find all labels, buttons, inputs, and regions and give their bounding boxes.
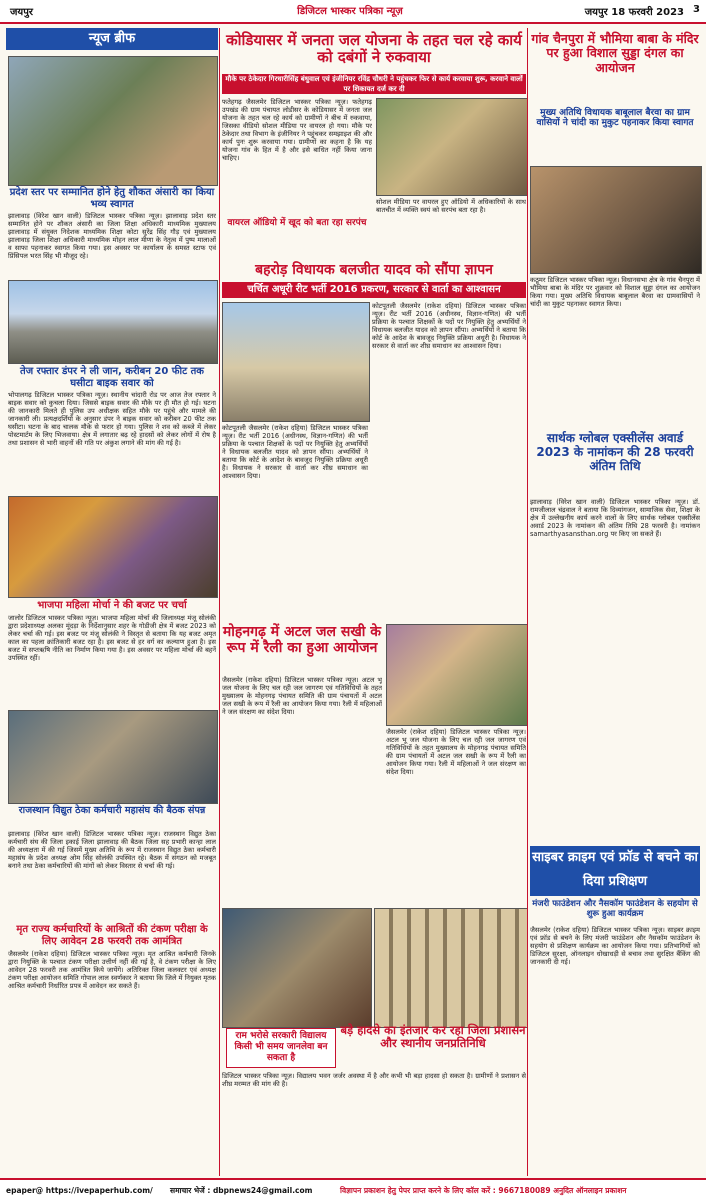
mid-lead-body: फतेहगढ़ जैसलमेर डिजिटल भास्कर पत्रिका न्यूज़। फतेहगढ़ उपखंड की ग्राम पंचायत लोडीसर के कोडियासर में जनता जल योजना के तहत चल रहे कार्य को ग्रामीणों ने बीच में रुकवाया, जिसका वीडियो सोशल मीडिया पर वायरल हो गया। मौके पर ठेकेदार तथा विभाग के इंजीनियर ने पहुंचकर समझाइश की और कार्य पुनः शुरू करवाया गया। ग्रामीणों का कहना है कि यह योजना गांव के हित में है और इसे बाधित नहीं किया जाना चाहिए। (222, 98, 372, 163)
accident-photo (8, 280, 218, 364)
left-s4-headline: राजस्थान विद्युत ठेका कर्मचारी महासंघ की बैठक संपन्न (18, 805, 206, 816)
mid-lead-viral-subhead: वायरल ऑडियो में खूद को बता रहा सरपंच (227, 218, 367, 228)
footer-ads-contact: विज्ञापन प्रकाशन हेतु पेपर प्राप्त करने के लिए कॉल करें : 9667180089 अनुदित ऑनलाइन प्रकाशन (340, 1186, 627, 1195)
memorandum-photo (222, 302, 370, 422)
header-city: जयपुर (10, 7, 33, 18)
mid-s2-body-cont: कोटपूतली जैसलमेर (राकेश दहिया) डिजिटल भास्कर पत्रिका न्यूज़। रीट भर्ती 2016 (अधीनस्थ, विज्ञान-गणित) की भर्ती प्रक्रिया के पश्चात शिक्षकों के पदों पर नियुक्ति हेतु अभ्यर्थियों ने विधायक बलजीत यादव को ज्ञापन सौंपा। अभ्यर्थियों ने बताया कि कोर्ट के आदेश के बावजूद नियुक्ति प्रक्रिया अधूरी है। विधायक ने सरकार से वार्ता कर शीघ्र समाधान का आश्वासन दिया। (222, 424, 368, 481)
left-s4-body: झालावाड़ (विरेश खान वाली) डिजिटल भास्कर पत्रिका न्यूज़। राजस्थान विद्युत ठेका कर्मचारी संघ की जिला इकाई जिला झालावाड़ की बैठक जिला सह प्रभारी कान्हा लाल की अध्यक्षता में की गई जिसमें मुख्य अतिथि के रूप में राजस्थान विद्युत ठेका कर्मचारी महासंघ के प्रदेश अध्यक्ष ओम सिंह सोलंकी उपस्थित रहे। बैठक में संगठन को मजबूत बनाने तथा ठेका कर्मचारियों की मांगों को लेकर विस्तार से चर्चा की गई। (8, 830, 216, 871)
right-s3-headline: साइबर क्राइम एवं फ्रॉड से बचने का दिया प्रशिक्षण (530, 846, 700, 896)
school-photo-caption: राम भरोसे सरकारी विद्यालय किसी भी समय जानलेवा बन सकता है (226, 1028, 336, 1068)
left-s5-body: जैसलमेर (राकेश दहिया) डिजिटल भास्कर पत्रिका न्यूज़। मृत आश्रित कर्मचारी जिनके द्वारा नियुक्ति के पश्चात टंकण परीक्षा उत्तीर्ण नहीं की गई है, वे टंकण परीक्षा के लिए आवेदन 28 फरवरी तक आमंत्रित किये जायेंगे। अतिरिक्त जिला कलक्टर एवं अध्यक्ष टंकण परीक्षा आयोजन समिति गोपाल लाल स्वर्णकार ने बताया कि जिले में नियुक्त मृतक आश्रित कर्मचारी निर्धारित प्रपत्र में आवेदन कर सकते हैं। (8, 950, 216, 991)
column-divider-left (219, 28, 220, 1176)
page-header (0, 0, 706, 24)
right-s1-body: कठूमर डिजिटल भास्कर पत्रिका न्यूज़। विधानसभा क्षेत्र के गांव चैनपुरा में भौमिया बाबा के मंदिर पर शुक्रवार को विशाल सुड्डा दंगल का आयोजन किया गया। मुख्य अतिथि विधायक बाबूलाल बैरवा का ग्रामवासियों ने चांदी का मुकुट पहनाकर स्वागत किया। (530, 276, 700, 309)
mid-s3-headline: मोहनगढ़ में अटल जल सखी के रूप में रैली का हुआ आयोजन (222, 624, 382, 657)
water-scheme-photo (376, 98, 528, 196)
mid-s4-headline: बड़े हादसे का इंतजार कर रहा जिला प्रशासन और स्थानीय जनप्रतिनिधि (340, 1023, 526, 1051)
right-s1-headline: गांव चैनपुरा में भौमिया बाबा के मंदिर पर हुआ विशाल सुड्डा दंगल का आयोजन (531, 31, 699, 75)
page-number: 3 (693, 4, 700, 15)
felicitation-photo (8, 56, 218, 186)
left-s1-headline: प्रदेश स्तर पर सम्मानित होने हेतु शौकत अंसारी का किया भव्य स्वागत (9, 187, 215, 210)
school-ceiling-photo (374, 908, 528, 1028)
footer-epaper-link[interactable]: epaper@ https://ivepaperhub.com/ (6, 1186, 153, 1195)
mid-lead-body-2: सोशल मीडिया पर वायरल हुए ऑडियो में अधिकारियों के साथ बातचीत में व्यक्ति स्वयं को सरपंच बता रहा है। (376, 198, 526, 215)
mahila-morcha-photo (8, 496, 218, 598)
mid-s2-subhead: चर्चित अधूरी रीट भर्ती 2016 प्रकरण, सरकार से वार्ता का आश्वासन (222, 282, 526, 298)
rally-photo (386, 624, 528, 726)
left-s2-headline: तेज रफ्तार डंपर ने ली जान, करीबन 20 फीट तक घसीटा बाइक सवार को (20, 366, 204, 389)
mid-lead-subhead: मौके पर ठेकेदार गिरधारीसिंह बंधुवाल एवं इंजीनियर रविंद्र चौधरी ने पहुंचकर फिर से कार्य करवाया शुरू, करवाने वालों पर शिकायत दर्ज कर दी (222, 74, 526, 94)
footer-news-email[interactable]: समाचार भेजें : dbpnews24@gmail.com (170, 1186, 313, 1195)
mid-s4-body: डिजिटल भास्कर पत्रिका न्यूज़। विद्यालय भवन जर्जर अवस्था में है और कभी भी बड़ा हादसा हो सकता है। ग्रामीणों ने प्रशासन से शीघ्र मरम्मत की मांग की है। (222, 1072, 526, 1089)
dangal-photo (530, 166, 702, 274)
left-s5-headline: मृत राज्य कर्मचारियों के आश्रितों की टंकण परीक्षा के लिए आवेदन 28 फरवरी तक आमंत्रित (16, 924, 208, 947)
mid-s3-body: जैसलमेर (राकेश दहिया) डिजिटल भास्कर पत्रिका न्यूज़। अटल भू जल योजना के लिए चल रही जल जागरण एवं गतिविधियों के तहत मुख्यालय के मोहनगढ़ पंचायत समिति की ग्राम पंचायतों में अटल जल सखी के रूप में रैली का आयोजन किया गया। रैली में महिलाओं ने जल संरक्षण का संदेश दिया। (222, 676, 382, 717)
right-s1-subhead: मुख्य अतिथि विधायक बाबूलाल बैरवा का ग्राम वासियों ने चांदी का मुकुट पहनाकर किया स्वागत (536, 108, 694, 129)
left-s3-headline: भाजपा महिला मोर्चा ने की बजट पर चर्चा (37, 600, 187, 611)
news-brief-banner: न्यूज ब्रीफ (6, 28, 218, 50)
mid-s2-headline: बहरोड़ विधायक बलजीत यादव को सौंपा ज्ञापन (255, 262, 493, 278)
column-divider-right (527, 28, 528, 1176)
left-s3-body: जालोर डिजिटल भास्कर पत्रिका न्यूज़। भाजपा महिला मोर्चा की जिलाध्यक्ष मंजू सोलंकी द्वारा प्रदेशाध्यक्ष अलका मूंदड़ा के निर्देशानुसार शहर के गोडीजी क्षेत्र में बजट 2023 को लेकर चर्चा की गई। इस बजट पर मंजू सोलंकी ने विस्तृत से बताया कि यह बजट अमृत काल का पहला क्रांतिकारी बजट रहा है। इस बजट से हर वर्ग का कल्याण हुआ है। इस बजट में सप्तऋषि नीति का निर्माण किया गया है। इस अवसर पर महिला मोर्चा की बहनें उपस्थित रहीं। (8, 614, 216, 663)
right-s2-headline: सार्थक ग्लोबल एक्सीलेंस अवार्ड 2023 के नामांकन की 28 फरवरी अंतिम तिथि (536, 431, 694, 473)
right-s3-body: जैसलमेर (राकेश दहिया) डिजिटल भास्कर पत्रिका न्यूज़। साइबर क्राइम एवं फ्रॉड से बचने के लिए मंजरी फाउंडेशन और नैसकॉम फाउंडेशन के सहयोग से प्रशिक्षण कार्यक्रम का आयोजन किया गया। प्रतिभागियों को डिजिटल सुरक्षा, ऑनलाइन धोखाधड़ी से बचाव तथा सुरक्षित बैंकिंग की जानकारी दी गई। (530, 926, 700, 967)
right-s3-subhead: मंजरी फाउंडेशन और नैसकॉम फाउंडेशन के सहयोग से शुरू हुआ कार्यक्रम (532, 899, 698, 919)
mid-lead-headline: कोडियासर में जनता जल योजना के तहत चल रहे कार्य को दबंगों ने रुकवाया (226, 31, 522, 67)
masthead: डिजिटल भास्कर पत्रिका न्यूज़ (297, 6, 403, 17)
school-building-photo (222, 908, 372, 1028)
header-date: जयपुर 18 फरवरी 2023 (584, 7, 684, 18)
mid-s3-body-cont: जैसलमेर (राकेश दहिया) डिजिटल भास्कर पत्रिका न्यूज़। अटल भू जल योजना के लिए चल रही जल जागरण एवं गतिविधियों के तहत मुख्यालय के मोहनगढ़ पंचायत समिति की ग्राम पंचायतों में अटल जल सखी के रूप में रैली का आयोजन किया गया। रैली में महिलाओं ने जल संरक्षण का संदेश दिया। (386, 728, 526, 777)
right-s2-body: झालावाड़ (विरेश खान वाली) डिजिटल भास्कर पत्रिका न्यूज़। डॉ. रामजीलाल चंद्रवाल ने बताया कि दिव्यांगजन, सामाजिक सेवा, शिक्षा के क्षेत्र में उल्लेखनीय कार्य करने वालों के लिए सार्थक ग्लोबल एक्सीलेंस अवार्ड 2023 के नामांकन की अंतिम तिथि 28 फरवरी है। नामांकन samarthyasansthan.org पर किए जा सकते हैं। (530, 498, 700, 539)
left-s2-body: भोपालगढ़ डिजिटल भास्कर पत्रिका न्यूज़। स्थानीय चांदारी रोड पर आज तेज रफ्तार ने बाइक सवार को कुचला दिया। जिससे बाइक सवार की मौके पर ही मौत हो गई। घटना की जानकारी मिलते ही पुलिस उप अधीक्षक सहित मौके पर पहुंचे और मामले की जानकारी ली। प्रत्यक्षदर्शियों के अनुसार डंपर ने बाइक सवार को करीबन 20 फीट तक घसीटा। घटना के बाद चालक मौके से फरार हो गया। पुलिस ने शव को कब्जे में लेकर पोस्टमार्टम के लिए भिजवाया। क्षेत्र में लगातार बढ़ रहे हादसों को लेकर लोगों में रोष है तथा प्रशासन से भारी वाहनों की गति पर अंकुश लगाने की मांग की गई है। (8, 391, 216, 448)
left-s1-body: झालावाड़ (विरेश खान वाली) डिजिटल भास्कर पत्रिका न्यूज़। झालावाड़ प्रदेश स्तर सम्मानित होने पर शौकत अंसारी का जिला शिक्षा अधिकारी माध्यमिक मुख्यालय झालावाड़ में संयुक्त निदेशक माध्यमिक शिक्षा कोटा सुरेंद्र सिंह गौड़ एवं मुख्यालय झालावाड़ जिला शिक्षा अधिकारी माध्यमिक मोहन लाल मीणा के नेतृत्व में पुष्प मालाओं व साफा पहनाकर स्वागत किया गया। इस अवसर पर कार्यालय के समस्त स्टाफ एवं प्रिंसिपल भरत सिंह भी मौजूद रहे। (8, 212, 216, 261)
page-footer (0, 1178, 706, 1202)
mid-s2-body: कोटपूतली जैसलमेर (राकेश दहिया) डिजिटल भास्कर पत्रिका न्यूज़। रीट भर्ती 2016 (अधीनस्थ, विज्ञान-गणित) की भर्ती प्रक्रिया के पश्चात शिक्षकों के पदों पर नियुक्ति हेतु अभ्यर्थियों ने विधायक बलजीत यादव को ज्ञापन सौंपा। अभ्यर्थियों ने बताया कि कोर्ट के आदेश के बावजूद नियुक्ति प्रक्रिया अधूरी है। विधायक ने सरकार से वार्ता कर शीघ्र समाधान का आश्वासन दिया। (372, 302, 526, 351)
union-meeting-photo (8, 710, 218, 804)
